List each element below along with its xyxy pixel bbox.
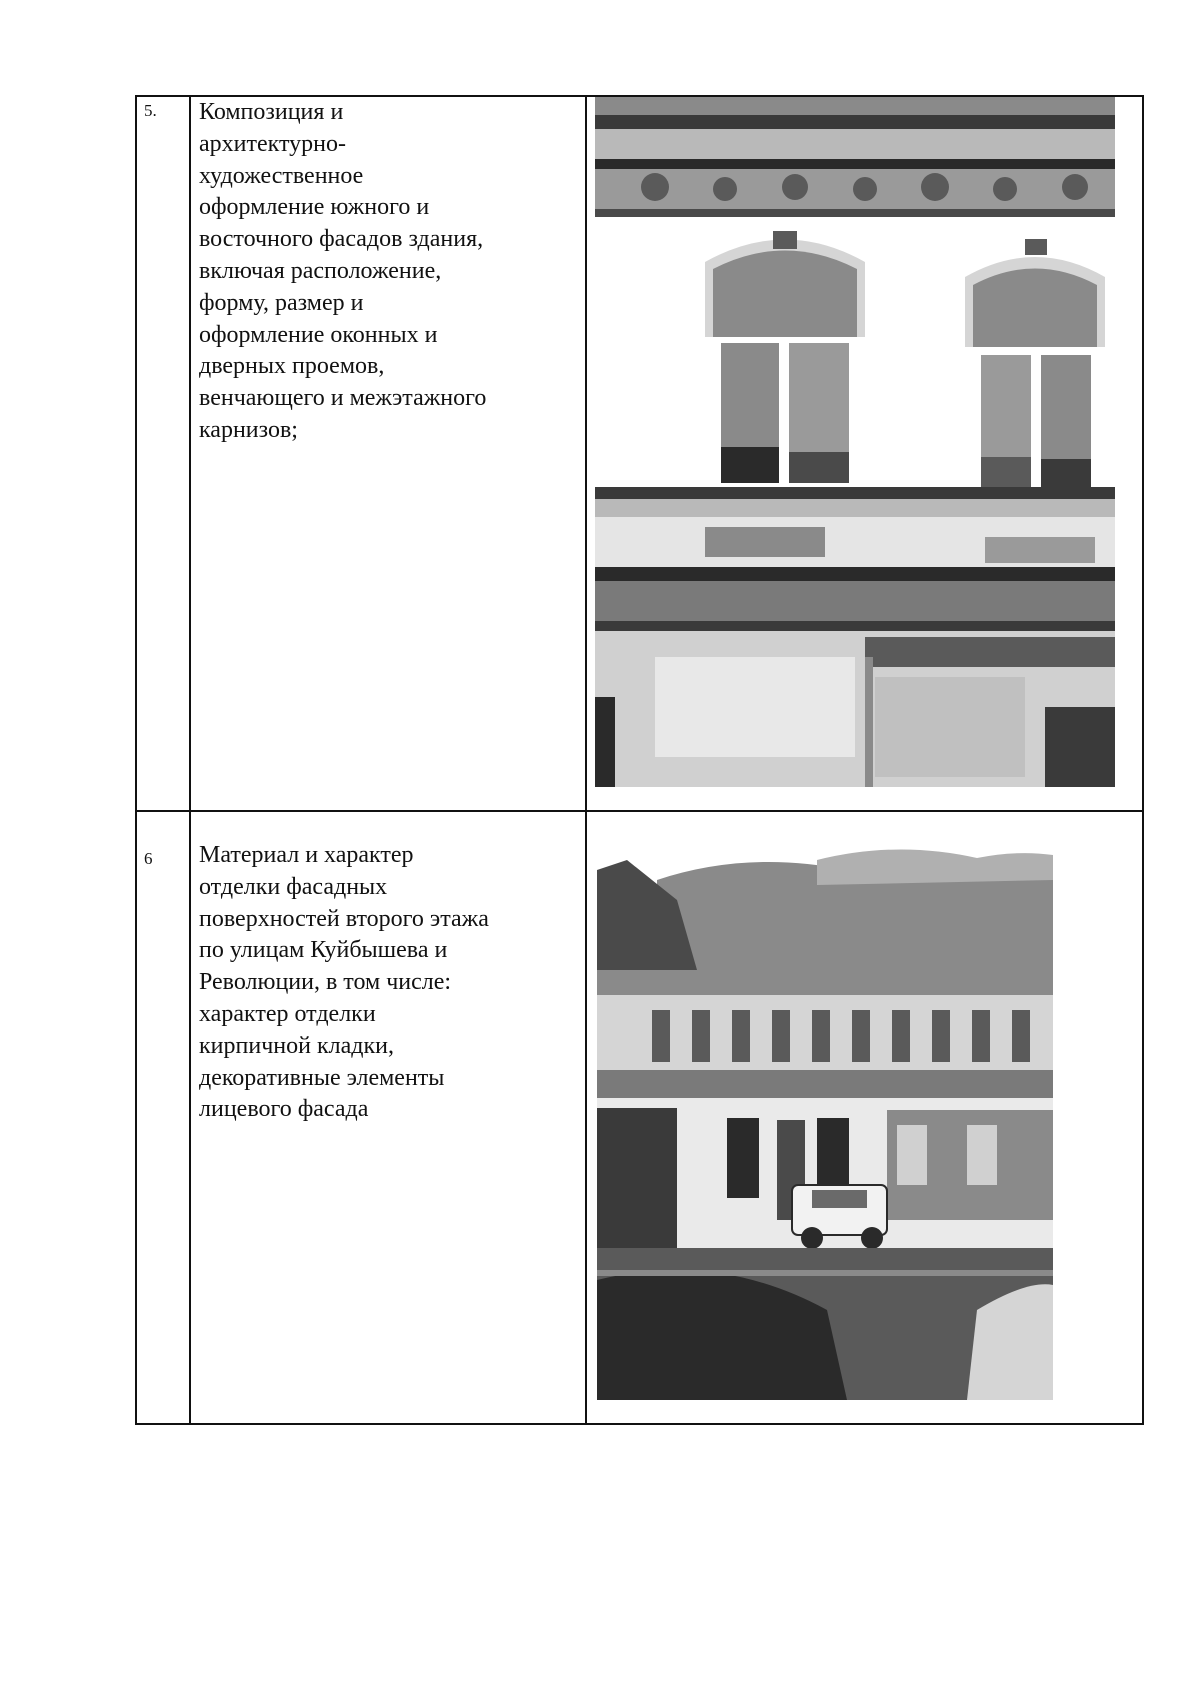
row-description: Материал и характер отделки фасадных поверхностей второго этажа по улицам Куйбышева и Революции, в том числе: характер отделки кирпичной кладки, декоративные элементы лицевого фасада [199,842,489,1123]
row-number: 5. [144,101,157,120]
table-column-divider-1 [189,95,191,1425]
table-border-right [1142,95,1144,1425]
table-border-bottom [135,1423,1144,1425]
row-number: 6 [144,849,153,868]
table-border-left [135,95,137,1425]
street-facade-photo [597,840,1053,1400]
row-description: Композиция и архитектурно- художественное оформление южного и восточного фасадов здания, включая расположение, форму, размер и оформление оконных и дверных проемов, венчающего и межэтажного карнизов; [199,99,487,443]
table-row-divider [135,810,1144,812]
table-column-divider-2 [585,95,587,1425]
facade-photo [595,97,1115,787]
